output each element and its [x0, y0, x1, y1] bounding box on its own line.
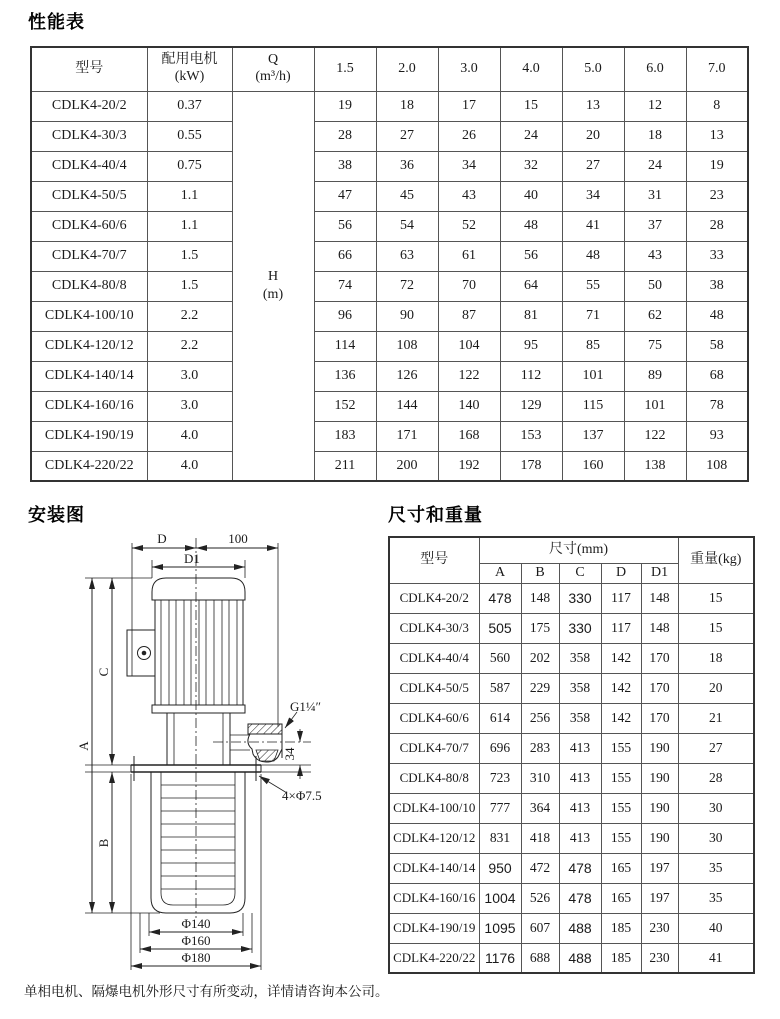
cell-head-value: 66 [314, 241, 376, 271]
cell-dimension: 175 [521, 613, 559, 643]
dimensions-section-title: 尺寸和重量 [388, 505, 483, 525]
cell-motor-power: 1.5 [147, 271, 232, 301]
installation-section-title: 安装图 [28, 505, 85, 525]
cell-weight: 15 [678, 583, 754, 613]
cell-head-value: 81 [500, 301, 562, 331]
cell-dimension: 148 [641, 613, 678, 643]
cell-model: CDLK4-120/12 [31, 331, 147, 361]
col-header-dim-b: B [521, 563, 559, 583]
cell-head-value: 138 [624, 451, 686, 481]
cell-dimension: 256 [521, 703, 559, 733]
col-header-flow-value: 4.0 [500, 47, 562, 91]
cell-head-value: 23 [686, 181, 748, 211]
cell-dimension: 155 [601, 763, 641, 793]
cell-head-value: 75 [624, 331, 686, 361]
cell-weight: 28 [678, 763, 754, 793]
cell-model: CDLK4-140/14 [389, 853, 479, 883]
cell-head-value: 104 [438, 331, 500, 361]
cell-dimension: 142 [601, 643, 641, 673]
dimensions-header-row-1 [389, 537, 754, 563]
cell-head-value: 160 [562, 451, 624, 481]
cell-dimension: 283 [521, 733, 559, 763]
cell-weight: 35 [678, 883, 754, 913]
table-row [389, 823, 754, 853]
cell-head-value: 48 [562, 241, 624, 271]
cell-weight: 21 [678, 703, 754, 733]
cell-dimension: 723 [479, 763, 521, 793]
cell-model: CDLK4-220/22 [389, 943, 479, 973]
table-row [389, 943, 754, 973]
cell-head-value: 108 [376, 331, 438, 361]
col-header-dim-a: A [479, 563, 521, 583]
cell-motor-power: 4.0 [147, 451, 232, 481]
cell-head-value: 47 [314, 181, 376, 211]
cell-dimension: 358 [559, 643, 601, 673]
cell-head-unit [232, 91, 314, 481]
cell-dimension: 185 [601, 943, 641, 973]
cell-head-value: 52 [438, 211, 500, 241]
cell-head-value: 89 [624, 361, 686, 391]
cell-dimension: 148 [521, 583, 559, 613]
cell-dimension: 1004 [479, 883, 521, 913]
cell-head-value: 28 [314, 121, 376, 151]
cell-weight: 41 [678, 943, 754, 973]
col-header-flow-value: 7.0 [686, 47, 748, 91]
cell-head-value: 168 [438, 421, 500, 451]
cell-dimension: 230 [641, 913, 678, 943]
cell-head-value: 74 [314, 271, 376, 301]
cell-head-value: 71 [562, 301, 624, 331]
cell-head-value: 126 [376, 361, 438, 391]
cell-head-value: 13 [562, 91, 624, 121]
col-header-motor [147, 47, 232, 91]
cell-dimension: 831 [479, 823, 521, 853]
cell-head-value: 43 [624, 241, 686, 271]
table-row [31, 391, 748, 421]
cell-dimension: 155 [601, 823, 641, 853]
cell-head-value: 140 [438, 391, 500, 421]
cell-dimension: 117 [601, 583, 641, 613]
cell-head-value: 183 [314, 421, 376, 451]
cell-dimension: 170 [641, 703, 678, 733]
cell-dimension: 310 [521, 763, 559, 793]
cell-dimension: 155 [601, 793, 641, 823]
col-header-flow-line2: (m³/h) [255, 69, 291, 85]
cell-dimension: 148 [641, 583, 678, 613]
cell-head-value: 50 [624, 271, 686, 301]
cell-head-value: 33 [686, 241, 748, 271]
cell-head-value: 153 [500, 421, 562, 451]
cell-head-value: 129 [500, 391, 562, 421]
cell-dimension: 165 [601, 883, 641, 913]
pump-stages [161, 785, 235, 889]
cell-weight: 30 [678, 793, 754, 823]
cell-head-value: 96 [314, 301, 376, 331]
table-row [389, 793, 754, 823]
cell-weight: 15 [678, 613, 754, 643]
cell-dimension: 607 [521, 913, 559, 943]
cell-head-value: 48 [500, 211, 562, 241]
cell-head-value: 18 [376, 91, 438, 121]
pump-barrel-inner [161, 772, 235, 905]
motor-cap [152, 578, 245, 600]
cell-head-value: 62 [624, 301, 686, 331]
cell-motor-power: 2.2 [147, 301, 232, 331]
cell-motor-power: 0.37 [147, 91, 232, 121]
col-header-dim-d: D [601, 563, 641, 583]
cell-model: CDLK4-70/7 [389, 733, 479, 763]
table-row [31, 121, 748, 151]
dim-label-d1: D1 [184, 551, 200, 566]
dim-label-34: 34 [282, 747, 297, 761]
cell-head-value: 20 [562, 121, 624, 151]
footer-note: 单相电机、隔爆电机外形尺寸有所变动，详情请咨询本公司。 [24, 984, 389, 999]
dim-label-a: A [76, 741, 91, 751]
table-row [31, 271, 748, 301]
table-row [31, 241, 748, 271]
port-flange-section [248, 724, 282, 734]
cell-dimension: 1095 [479, 913, 521, 943]
cell-dimension: 190 [641, 793, 678, 823]
cell-head-value: 19 [686, 151, 748, 181]
cell-head-value: 28 [686, 211, 748, 241]
col-header-dim-d1: D1 [641, 563, 678, 583]
cell-head-value: 112 [500, 361, 562, 391]
cell-weight: 20 [678, 673, 754, 703]
dim-label-c: C [96, 667, 111, 677]
cell-dimension: 777 [479, 793, 521, 823]
cell-head-value: 38 [314, 151, 376, 181]
cell-head-value: 34 [438, 151, 500, 181]
cell-head-value: 85 [562, 331, 624, 361]
table-row [389, 763, 754, 793]
cell-head-value: 61 [438, 241, 500, 271]
cell-motor-power: 0.55 [147, 121, 232, 151]
dim-label-d: D [157, 531, 167, 546]
cell-model: CDLK4-80/8 [31, 271, 147, 301]
cell-dimension: 165 [601, 853, 641, 883]
cell-weight: 40 [678, 913, 754, 943]
cell-head-value: 32 [500, 151, 562, 181]
cell-head-value: 72 [376, 271, 438, 301]
cell-weight: 18 [678, 643, 754, 673]
col-header-flow [232, 47, 314, 91]
cell-dimension: 418 [521, 823, 559, 853]
table-row [31, 451, 748, 481]
cell-dimension: 197 [641, 853, 678, 883]
cell-dimension: 526 [521, 883, 559, 913]
cell-head-value: 90 [376, 301, 438, 331]
cell-motor-power: 1.1 [147, 181, 232, 211]
cell-head-value: 12 [624, 91, 686, 121]
table-row [389, 673, 754, 703]
head-unit-label: (m) [262, 286, 284, 302]
cell-model: CDLK4-70/7 [31, 241, 147, 271]
cell-head-value: 24 [624, 151, 686, 181]
cell-model: CDLK4-100/10 [31, 301, 147, 331]
cell-head-value: 54 [376, 211, 438, 241]
cell-dimension: 950 [479, 853, 521, 883]
cell-head-value: 171 [376, 421, 438, 451]
col-header-motor-line1: 配用电机 [161, 52, 218, 68]
cell-dimension: 197 [641, 883, 678, 913]
table-row [31, 211, 748, 241]
table-row [389, 613, 754, 643]
cell-model: CDLK4-40/4 [389, 643, 479, 673]
cell-head-value: 17 [438, 91, 500, 121]
cell-head-value: 101 [624, 391, 686, 421]
cell-head-value: 64 [500, 271, 562, 301]
cell-head-value: 18 [624, 121, 686, 151]
cell-dimension: 142 [601, 703, 641, 733]
cell-head-value: 78 [686, 391, 748, 421]
dim-label-phi140: Φ140 [181, 916, 211, 931]
cell-model: CDLK4-120/12 [389, 823, 479, 853]
motor-fins [161, 600, 237, 705]
cell-head-value: 152 [314, 391, 376, 421]
cell-head-value: 115 [562, 391, 624, 421]
cell-weight: 30 [678, 823, 754, 853]
cell-model: CDLK4-50/5 [31, 181, 147, 211]
cell-model: CDLK4-30/3 [389, 613, 479, 643]
cell-dimension: 190 [641, 823, 678, 853]
cell-head-value: 27 [376, 121, 438, 151]
table-row [389, 883, 754, 913]
port-lower-section [256, 750, 278, 761]
cell-dimension: 413 [559, 763, 601, 793]
col-header-model: 型号 [31, 47, 147, 91]
cell-dimension: 587 [479, 673, 521, 703]
cell-head-value: 26 [438, 121, 500, 151]
cell-model: CDLK4-40/4 [31, 151, 147, 181]
col-header-weight: 重量(kg) [678, 537, 754, 583]
cell-dimension: 614 [479, 703, 521, 733]
col-header-flow-value: 3.0 [438, 47, 500, 91]
table-row [31, 361, 748, 391]
cell-model: CDLK4-80/8 [389, 763, 479, 793]
cell-dimension: 1176 [479, 943, 521, 973]
cell-dimension: 230 [641, 943, 678, 973]
table-row [389, 643, 754, 673]
thread-label: G1¼″ [290, 699, 322, 714]
cell-dimension: 413 [559, 793, 601, 823]
cell-dimension: 202 [521, 643, 559, 673]
cell-head-value: 178 [500, 451, 562, 481]
cell-dimension: 505 [479, 613, 521, 643]
cell-head-value: 101 [562, 361, 624, 391]
cell-dimension: 330 [559, 613, 601, 643]
col-header-flow-value: 6.0 [624, 47, 686, 91]
cell-model: CDLK4-160/16 [389, 883, 479, 913]
performance-header-row [31, 47, 748, 91]
cell-head-value: 136 [314, 361, 376, 391]
cell-dimension: 142 [601, 673, 641, 703]
cell-model: CDLK4-190/19 [389, 913, 479, 943]
table-row [31, 181, 748, 211]
cell-head-value: 122 [624, 421, 686, 451]
cell-dimension: 488 [559, 913, 601, 943]
performance-section-title: 性能表 [28, 12, 85, 32]
cell-head-value: 192 [438, 451, 500, 481]
cell-model: CDLK4-60/6 [389, 703, 479, 733]
table-row [389, 733, 754, 763]
col-header-dim-c: C [559, 563, 601, 583]
cell-head-value: 58 [686, 331, 748, 361]
table-row [389, 703, 754, 733]
cell-head-value: 200 [376, 451, 438, 481]
col-header-dims-group: 尺寸(mm) [479, 537, 678, 563]
cell-head-value: 41 [562, 211, 624, 241]
cell-head-value: 34 [562, 181, 624, 211]
cell-head-value: 108 [686, 451, 748, 481]
cell-head-value: 56 [314, 211, 376, 241]
cell-model: CDLK4-100/10 [389, 793, 479, 823]
cell-model: CDLK4-50/5 [389, 673, 479, 703]
cell-motor-power: 3.0 [147, 391, 232, 421]
cell-head-value: 70 [438, 271, 500, 301]
cell-motor-power: 1.5 [147, 241, 232, 271]
dimensions-table [388, 536, 755, 974]
cell-dimension: 413 [559, 823, 601, 853]
cell-head-value: 87 [438, 301, 500, 331]
cell-dimension: 478 [559, 853, 601, 883]
cell-head-value: 93 [686, 421, 748, 451]
cell-motor-power: 3.0 [147, 361, 232, 391]
dim-label-phi180: Φ180 [181, 950, 211, 965]
dim-label-b: B [96, 838, 111, 848]
cell-head-value: 31 [624, 181, 686, 211]
dim-label-100: 100 [228, 531, 248, 546]
cell-dimension: 560 [479, 643, 521, 673]
cell-head-value: 95 [500, 331, 562, 361]
cell-dimension: 472 [521, 853, 559, 883]
cell-head-value: 37 [624, 211, 686, 241]
table-row [31, 421, 748, 451]
cell-head-value: 40 [500, 181, 562, 211]
cell-model: CDLK4-20/2 [389, 583, 479, 613]
cell-dimension: 229 [521, 673, 559, 703]
cell-dimension: 358 [559, 673, 601, 703]
cell-dimension: 190 [641, 733, 678, 763]
cell-model: CDLK4-60/6 [31, 211, 147, 241]
cell-dimension: 190 [641, 763, 678, 793]
cell-dimension: 696 [479, 733, 521, 763]
col-header-motor-line2: (kW) [174, 69, 205, 85]
table-row [31, 151, 748, 181]
cell-model: CDLK4-190/19 [31, 421, 147, 451]
cell-dimension: 155 [601, 733, 641, 763]
cell-dimension: 688 [521, 943, 559, 973]
cell-dimension: 358 [559, 703, 601, 733]
motor-flange [152, 705, 245, 713]
cell-head-value: 24 [500, 121, 562, 151]
cell-motor-power: 0.75 [147, 151, 232, 181]
cell-head-value: 122 [438, 361, 500, 391]
drawing-geometry [85, 538, 311, 970]
col-header-flow-value: 1.5 [314, 47, 376, 91]
holes-label: 4×Φ7.5 [282, 788, 322, 803]
table-row [31, 331, 748, 361]
table-row [389, 913, 754, 943]
cell-dimension: 330 [559, 583, 601, 613]
cell-dimension: 170 [641, 643, 678, 673]
cell-head-value: 15 [500, 91, 562, 121]
pump-installation-drawing [20, 520, 365, 985]
cell-motor-power: 2.2 [147, 331, 232, 361]
cell-head-value: 211 [314, 451, 376, 481]
cell-model: CDLK4-220/22 [31, 451, 147, 481]
cell-dimension: 478 [559, 883, 601, 913]
cell-head-value: 38 [686, 271, 748, 301]
cell-head-value: 27 [562, 151, 624, 181]
cell-head-value: 114 [314, 331, 376, 361]
cell-head-value: 8 [686, 91, 748, 121]
cell-dimension: 185 [601, 913, 641, 943]
table-row [31, 91, 748, 121]
table-row [389, 583, 754, 613]
cell-head-value: 68 [686, 361, 748, 391]
cell-model: CDLK4-140/14 [31, 361, 147, 391]
head-unit-label: H [267, 269, 279, 285]
table-row [31, 301, 748, 331]
cell-dimension: 117 [601, 613, 641, 643]
cell-head-value: 56 [500, 241, 562, 271]
cell-dimension: 413 [559, 733, 601, 763]
cell-dimension: 364 [521, 793, 559, 823]
table-row [389, 853, 754, 883]
col-header-flow-value: 2.0 [376, 47, 438, 91]
cell-head-value: 48 [686, 301, 748, 331]
cell-motor-power: 4.0 [147, 421, 232, 451]
cell-head-value: 13 [686, 121, 748, 151]
col-header-flow-value: 5.0 [562, 47, 624, 91]
cell-head-value: 19 [314, 91, 376, 121]
cell-head-value: 45 [376, 181, 438, 211]
cell-head-value: 63 [376, 241, 438, 271]
cell-dimension: 488 [559, 943, 601, 973]
cell-head-value: 43 [438, 181, 500, 211]
cell-head-value: 137 [562, 421, 624, 451]
col-header-flow-line1: Q [267, 52, 279, 68]
cell-weight: 35 [678, 853, 754, 883]
cell-head-value: 36 [376, 151, 438, 181]
cell-motor-power: 1.1 [147, 211, 232, 241]
pump-barrel-outer [151, 772, 245, 913]
performance-table [30, 46, 749, 482]
cell-model: CDLK4-20/2 [31, 91, 147, 121]
cell-head-value: 55 [562, 271, 624, 301]
dim-label-phi160: Φ160 [181, 933, 211, 948]
cell-dimension: 170 [641, 673, 678, 703]
cell-dimension: 478 [479, 583, 521, 613]
cell-model: CDLK4-160/16 [31, 391, 147, 421]
cell-head-value: 144 [376, 391, 438, 421]
col-header-model: 型号 [389, 537, 479, 583]
cell-model: CDLK4-30/3 [31, 121, 147, 151]
cell-weight: 27 [678, 733, 754, 763]
